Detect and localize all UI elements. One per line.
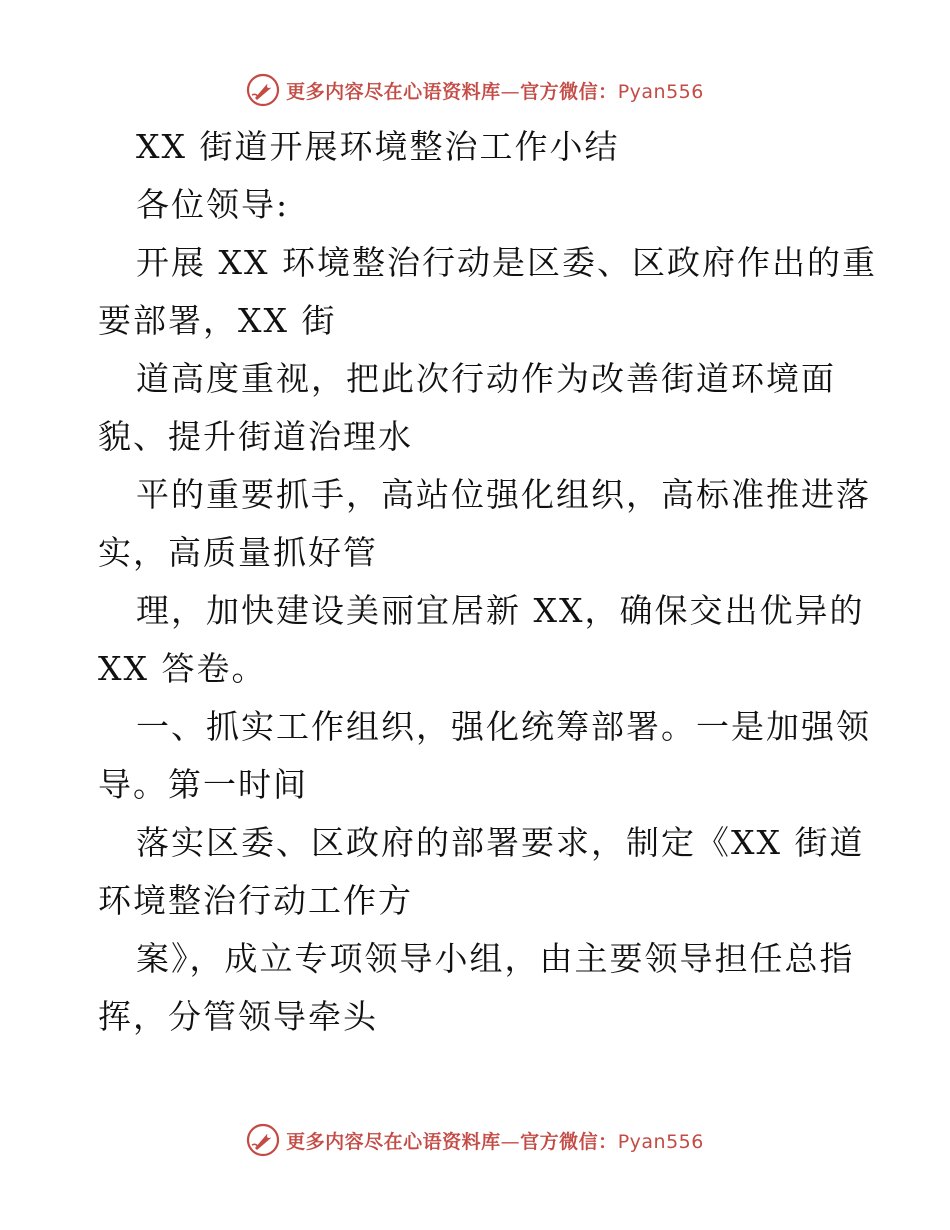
document-line: 落实区委、区政府的部署要求，制定《XX 街道 bbox=[136, 823, 865, 862]
header-watermark bbox=[0, 70, 950, 110]
document-line: 挥，分管领导牵头 bbox=[98, 997, 378, 1036]
watermark-account: Pyan556 bbox=[617, 1130, 704, 1153]
document-line: 平的重要抓手，高站位强化组织，高标准推进落 bbox=[136, 475, 871, 514]
watermark-prefix: 更多内容尽在心语资料库 bbox=[286, 1130, 501, 1153]
document-line: XX 答卷。 bbox=[98, 649, 267, 688]
document-line: 理，加快建设美丽宜居新 XX，确保交出优异的 bbox=[136, 591, 865, 630]
document-line: 各位领导: bbox=[136, 185, 290, 224]
footer-watermark bbox=[0, 1120, 950, 1160]
watermark-account: Pyan556 bbox=[617, 80, 704, 103]
document-line: 案》，成立专项领导小组，由主要领导担任总指 bbox=[136, 939, 855, 978]
watermark-separator: — bbox=[500, 80, 521, 103]
document-body bbox=[98, 118, 877, 1046]
document-line: 开展 XX 环境整治行动是区委、区政府作出的重 bbox=[136, 243, 877, 282]
watermark-suffix: 官方微信： bbox=[520, 80, 618, 103]
document-line: XX 街道开展环境整治工作小结 bbox=[136, 127, 620, 166]
document-line: 实，高质量抓好管 bbox=[98, 533, 378, 572]
document-line: 环境整治行动工作方 bbox=[98, 881, 413, 920]
watermark-text bbox=[286, 1127, 704, 1154]
watermark-text bbox=[286, 77, 704, 104]
document-line: 导。第一时间 bbox=[98, 765, 308, 804]
document-line: 道高度重视，把此次行动作为改善街道环境面 bbox=[136, 359, 836, 398]
document-line: 要部署，XX 街 bbox=[98, 301, 337, 340]
pen-nib-logo-icon bbox=[246, 1123, 280, 1157]
pen-nib-logo-icon bbox=[246, 73, 280, 107]
watermark-prefix: 更多内容尽在心语资料库 bbox=[286, 80, 501, 103]
document-line: 貌、提升街道治理水 bbox=[98, 417, 413, 456]
watermark-separator: — bbox=[500, 1130, 521, 1153]
document-line: 一、抓实工作组织，强化统筹部署。一是加强领 bbox=[136, 707, 871, 746]
watermark-suffix: 官方微信： bbox=[520, 1130, 618, 1153]
